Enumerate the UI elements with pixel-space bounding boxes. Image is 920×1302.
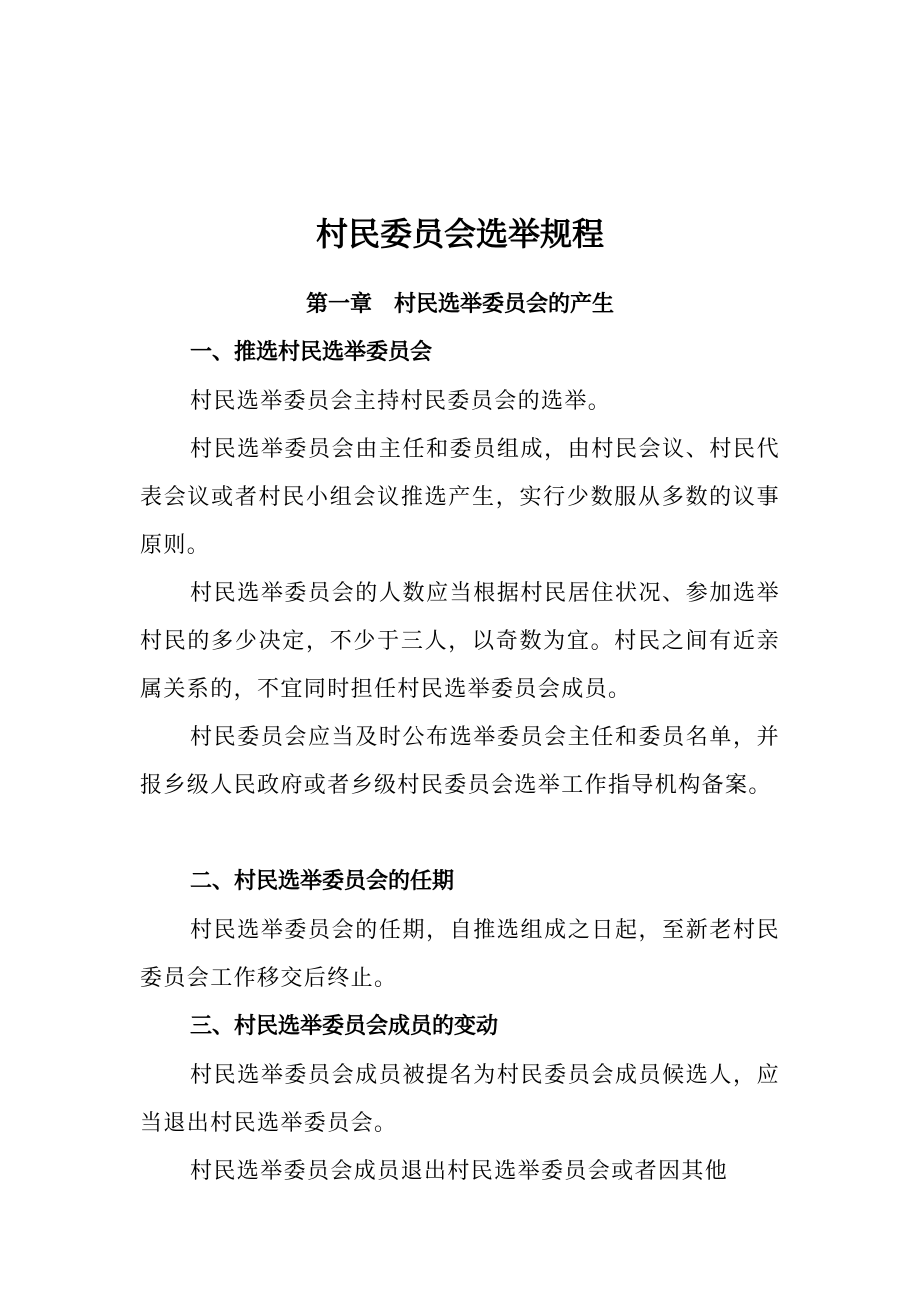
section-heading-3: 三、村民选举委员会成员的变动 [190,1014,499,1039]
paragraph: 村民选举委员会主持村民委员会的选举。 [190,389,612,414]
paragraph: 村民选举委员会的人数应当根据村民居住状况、参加选举村民的多少决定，不少于三人，以奇数为宜。村民之间有近亲属关系的，不宜同时担任村民选举委员会成员。 [140,581,780,702]
section-heading-2: 二、村民选举委员会的任期 [190,869,455,894]
paragraph: 村民选举委员会成员退出村民选举委员会或者因其他 [190,1159,729,1184]
section-heading-1: 一、推选村民选举委员会 [190,340,433,365]
paragraph: 村民选举委员会的任期，自推选组成之日起，至新老村民委员会工作移交后终止。 [140,918,780,991]
chapter-heading: 第一章 村民选举委员会的产生 [305,292,614,317]
paragraph: 村民委员会应当及时公布选举委员会主任和委员名单，并报乡级人民政府或者乡级村民委员会选举工作指导机构备案。 [140,725,780,798]
document-title: 村民委员会选举规程 [315,215,604,253]
paragraph: 村民选举委员会由主任和委员组成，由村民会议、村民代表会议或者村民小组会议推选产生，实行少数服从多数的议事原则。 [140,437,780,558]
paragraph: 村民选举委员会成员被提名为村民委员会成员候选人，应当退出村民选举委员会。 [140,1063,780,1136]
